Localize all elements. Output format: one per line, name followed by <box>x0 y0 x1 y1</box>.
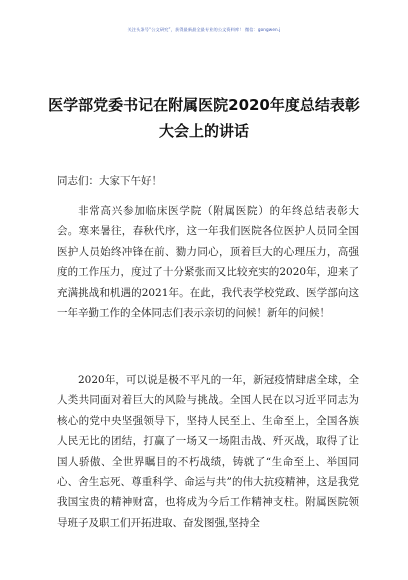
header-note: 关注头条号“公文研究”，获得最新最全最专业的公文资料库！ 微信：gongwen.j <box>127 27 281 32</box>
greeting: 同志们：大家下午好！ <box>57 175 162 187</box>
paragraph-2: 2020年，可以说是极不平凡的一年，新冠疫情肆虐全球，全人类共同面对着巨大的风险与挑战。全国人民在以习近平同志为核心的党中央坚强领导下，坚持人民至上、生命至上，全国各族人民无比的团结，打赢了一场又一场阻击战、歼灭战，取得了让国人骄傲、全世界瞩目的不朽战绩，铸就了“生命至上、举国同心、舍生忘死、尊重科学、命运与共”的伟大抗疫精神，这是我党我国宝贵的精神财富，也将成为今后工作精神支柱。附属医院领导班子及职工们开拓进取、奋发图强,坚持全 <box>57 374 359 529</box>
paragraph-1: 非常高兴参加临床医学院（附属医院）的年终总结表彰大会。寒来暑往，春秋代序，这一年我们医院各位医护人员同全国医护人员始终冲锋在前、勠力同心，顶着巨大的心理压力，高强度的工作压力，度过了十分紧张而又比较充实的2020年，迎来了充满挑战和机遇的2021年。在此，我代表学校党政、医学部向这一年辛勤工作的全体同志们表示亲切的问候！新年的问候！ <box>57 205 359 320</box>
document-title: 医学部党委书记在附属医院2020年度总结表彰大会上的讲话 <box>48 96 360 140</box>
